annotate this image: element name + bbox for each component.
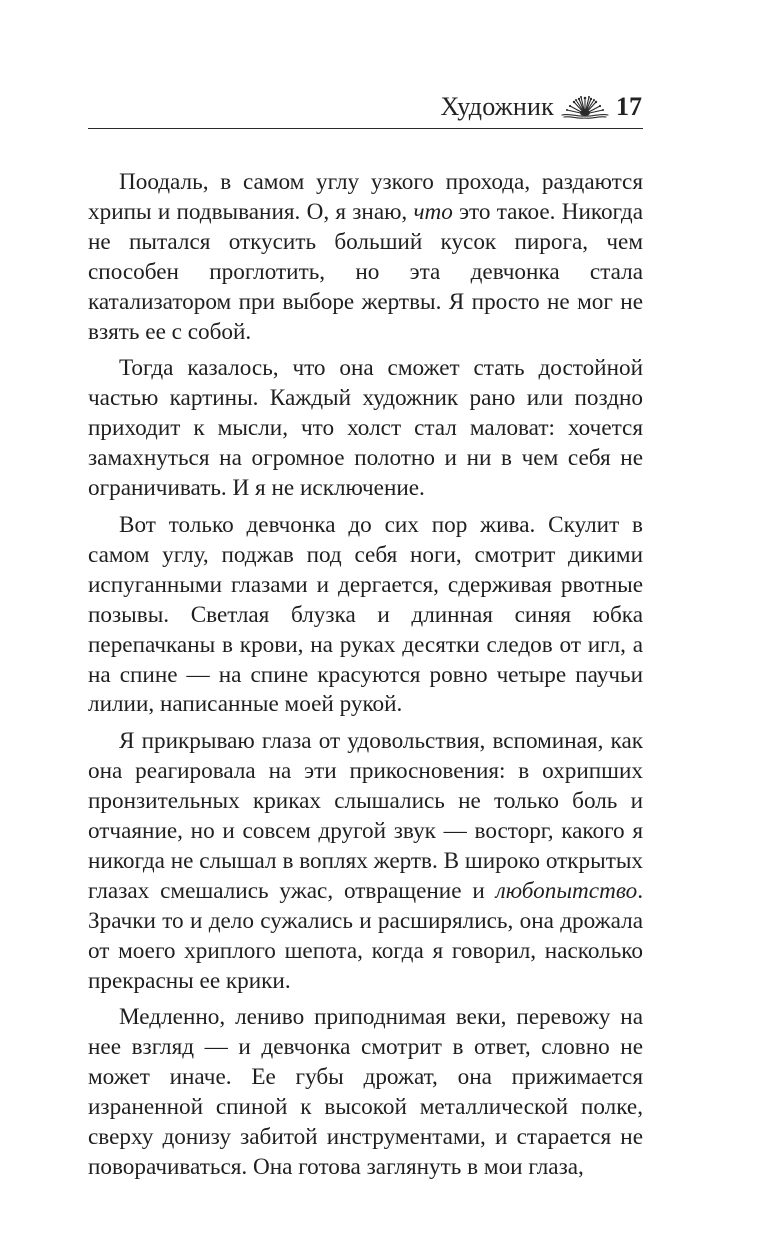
- paragraph-text: это такое. Никогда не пытался откусить больший кусок пирога, чем способен проглотить, но эта девчонка стала катализатором при выборе жертвы. Я просто не мог не взять ее с собой.: [88, 198, 643, 345]
- paragraph-text: Вот только девчонка до сих пор жива. Скулит в самом углу, поджав под себя ноги, смотрит дикими испуганными глазами и дергается, сдерживая рвотные позывы. Светлая блузка и длинная синяя юбка перепачканы в крови, на руках десятки следов от игл, а на спине — на спине красуются ровно четыре паучьи лилии, написанные моей рукой.: [88, 511, 643, 718]
- running-header: [88, 88, 642, 128]
- paragraph: [88, 511, 643, 720]
- running-header-content: [441, 92, 642, 122]
- spider-lily-ornament-icon: [560, 92, 610, 122]
- paragraph-text: Я прикрываю глаза от удовольствия, вспоминая, как она реагировала на эти прикосновения: в охрипших пронзительных криках слышались не только боль и отчаяние, но и совсем другой звук — восторг, какого я никогда не слышал в воплях жертв. В широко открытых глазах смешались ужас, отвращение и: [88, 728, 643, 904]
- paragraph: [88, 168, 643, 347]
- paragraph: [88, 727, 643, 996]
- emphasized-word: что: [413, 198, 453, 225]
- page-number: 17: [616, 92, 642, 121]
- emphasized-word: любопытство: [495, 877, 638, 904]
- body-text: [88, 168, 643, 1183]
- paragraph-text: Тогда казалось, что она сможет стать достойной частью картины. Каждый художник рано или поздно приходит к мысли, что холст стал маловат: хочется замахнуться на огромное полотно и ни в чем себя не ограничивать. И я не исключение.: [88, 355, 643, 502]
- running-title: Художник: [440, 92, 554, 121]
- paragraph-text: . Зрачки то и дело сужались и расширялись, она дрожала от моего хриплого шепота, когда я говорил, насколько прекрасны ее крики.: [88, 877, 643, 994]
- paragraph: [88, 354, 643, 504]
- paragraph-text: Медленно, лениво приподнимая веки, перевожу на нее взгляд — и девчонка смотрит в ответ, словно не может иначе. Ее губы дрожат, она прижимается израненной спиной к высокой металлической полке, сверху донизу забитой инструментами, и старается не поворачиваться. Она готова заглянуть в мои глаза,: [88, 1004, 643, 1180]
- paragraph-text: Поодаль, в самом углу узкого прохода, раздаются хрипы и подвывания. О, я знаю,: [88, 169, 643, 225]
- paragraph: [88, 1003, 643, 1182]
- header-rule: [88, 128, 643, 129]
